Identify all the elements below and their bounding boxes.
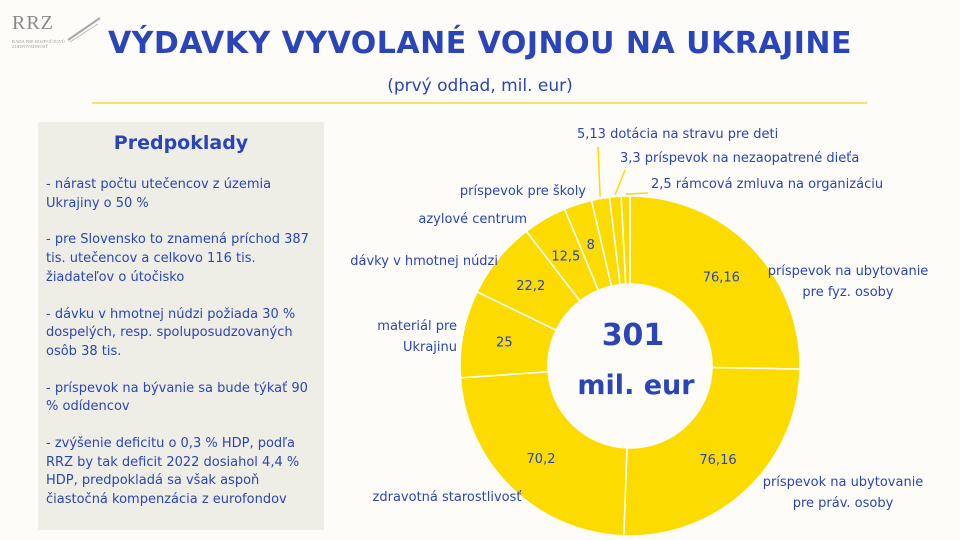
center-total-value: 301 (601, 318, 665, 353)
slice-value-label: 8 (586, 238, 595, 254)
slice-category-label: 5,13 dotácia na stravu pre deti (577, 127, 779, 142)
slice-category-label: príspevok na ubytovanie (767, 264, 929, 279)
page-subtitle: (prvý odhad, mil. eur) (387, 76, 573, 96)
slice-value-label: 70,2 (526, 452, 556, 468)
assumption-item: - dávku v hmotnej núdzi požiada 30 % dospelých, resp. spoluposudzovaných osôb 38 tis. (46, 306, 296, 359)
leader-line (598, 147, 600, 197)
slice-category-label: dávky v hmotnej núdzi (350, 254, 498, 269)
slice-value-label: 22,2 (516, 279, 546, 295)
slice-value-label: 76,16 (702, 270, 740, 286)
assumption-item: - nárast počtu utečencov z územia Ukrajiny o 50 % (46, 177, 272, 211)
leader-line (615, 170, 625, 195)
slice-category-label: materiál pre (377, 319, 457, 334)
slice-category-label: Ukrajinu (402, 340, 457, 355)
center-total-unit: mil. eur (577, 370, 695, 401)
slice-category-label: pre práv. osoby (792, 496, 894, 511)
assumption-item: - zvýšenie deficitu o 0,3 % HDP, podľa RRZ by tak deficit 2022 dosiahol 4,4 % HDP, predpokladá sa však aspoň čiastočná kompenzácia z eurofondov (46, 436, 300, 508)
slice-category-label: pre fyz. osoby (802, 285, 894, 300)
slice-value-label: 25 (496, 335, 513, 351)
slice-category-label: 3,3 príspevok na nezaopatrené dieťa (620, 151, 860, 166)
leader-line (626, 193, 648, 194)
slice-value-label: 76,16 (699, 452, 737, 468)
slice-category-label: príspevok pre školy (459, 184, 586, 199)
assumption-item: - pre Slovensko to znamená príchod 387 tis. utečencov a celkovo 116 tis. žiadateľov o útočisko (46, 232, 309, 285)
slice-category-label: 2,5 rámcová zmluva na organizáciu (651, 177, 884, 192)
slice-category-label: zdravotná starostlivosť (372, 490, 522, 505)
slice-category-label: príspevok na ubytovanie (762, 475, 924, 490)
assumptions-title: Predpoklady (113, 132, 249, 154)
slice-category-label: azylové centrum (418, 212, 527, 227)
page-title: VÝDAVKY VYVOLANÉ VOJNOU NA UKRAJINE (107, 26, 853, 61)
logo-text: RRZ (12, 12, 54, 34)
logo-subtext: RADA PRE ROZPOČTOVÚ ZODPOVEDNOSŤ (12, 39, 66, 49)
assumption-item: - príspevok na bývanie sa bude týkať 90 % odídencov (46, 380, 308, 415)
slice-value-label: 12,5 (551, 249, 581, 265)
